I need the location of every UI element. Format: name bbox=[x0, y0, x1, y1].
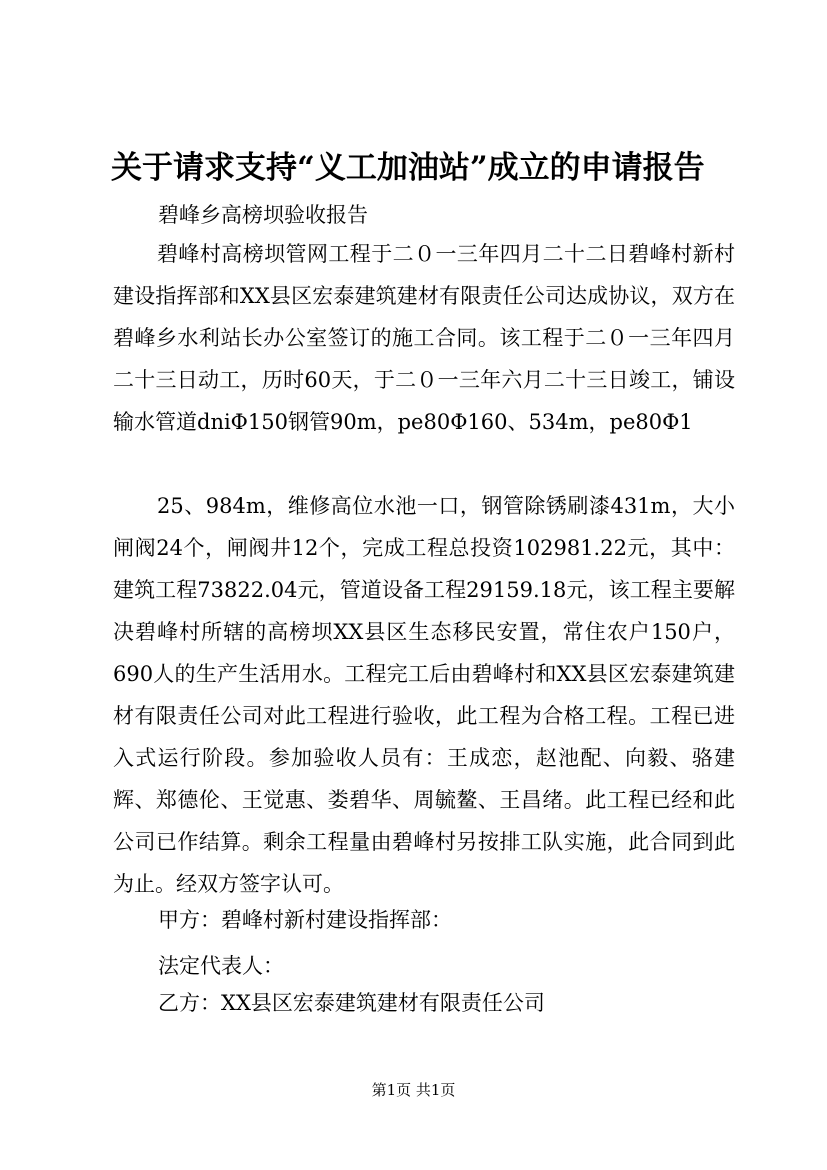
party-a-line: 甲方：碧峰村新村建设指挥部： bbox=[158, 908, 452, 932]
body-paragraph-1: 碧峰村高榜坝管网工程于二０一三年四月二十二日碧峰村新村建设指挥部和XX县区宏泰建筑建材有限责任公司达成协议，双方在碧峰乡水利站长办公室签订的施工合同。该工程于二０一三年四月二十三日动工，历时60天，于二０一三年六月二十三日竣工，铺设输水管道dniΦ150钢管90m，pe80Φ160、534m，pe80Φ1 bbox=[113, 242, 735, 434]
legal-representative-line: 法定代表人： bbox=[158, 954, 284, 978]
party-b-line: 乙方：XX县区宏泰建筑建材有限责任公司 bbox=[158, 991, 545, 1015]
document-subtitle: 碧峰乡高榜坝验收报告 bbox=[158, 203, 368, 227]
page-footer: 第1页 共1页 bbox=[371, 1081, 456, 1099]
document-title: 关于请求支持“义工加油站”成立的申请报告 bbox=[111, 150, 705, 186]
body-paragraph-2: 25、984m，维修高位水池一口，钢管除锈刷漆431m，大小闸阀24个，闸阀井12个，完成工程总投资102981.22元，其中：建筑工程73822.04元，管道设备工程29159.18元，该工程主要解决碧峰村所辖的高榜坝XX县区生态移民安置，常住农户150户，690人的生产生活用水。工程完工后由碧峰村和XX县区宏泰建筑建材有限责任公司对此工程进行验收，此工程为合格工程。工程已进入式运行阶段。参加验收人员有：王成恋，赵池配、向毅、骆建辉、郑德伦、王觉惠、娄碧华、周毓鳌、王昌绪。此工程已经和此公司已作结算。剩余工程量由碧峰村另按排工队实施，此合同到此为止。经双方签字认可。 bbox=[113, 494, 735, 896]
